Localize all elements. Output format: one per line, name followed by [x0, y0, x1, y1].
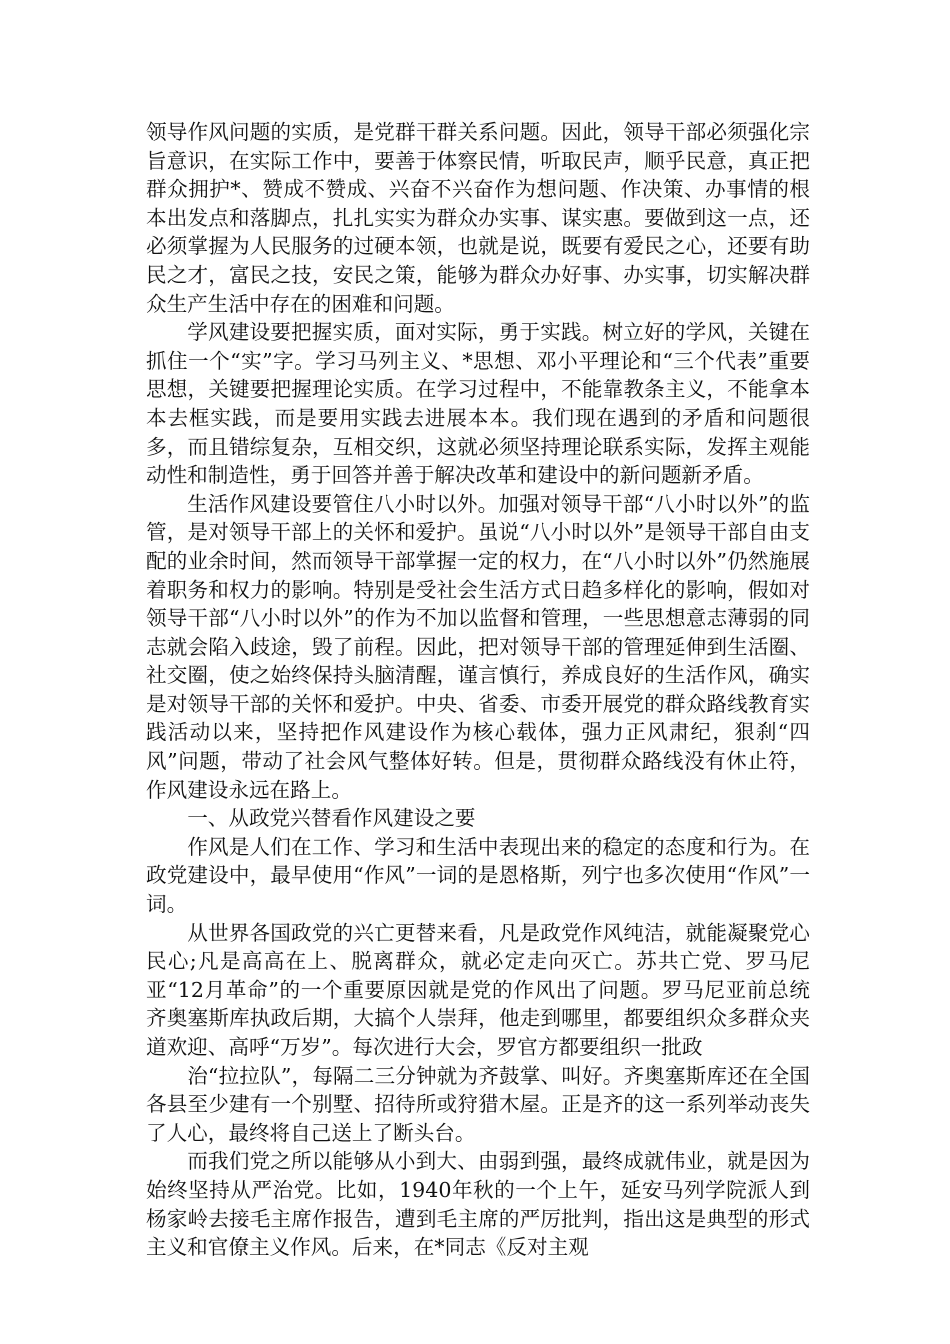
- paragraph-1: 领导作风问题的实质，是党群干群关系问题。因此，领导干部必须强化宗旨意识，在实际工作中，要善于体察民情，听取民声，顺乎民意，真正把群众拥护*、赞成不赞成、兴奋不兴奋作为想问题、作决策、办事情的根本出发点和落脚点，扎扎实实为群众办实事、谋实惠。要做到这一点，还必须掌握为人民服务的过硬本领，也就是说，既要有爱民之心，还要有助民之才，富民之技，安民之策，能够为群众办好事、办实事，切实解决群众生产生活中存在的困难和问题。: [146, 120, 810, 316]
- paragraph-8: 而我们党之所以能够从小到大、由弱到强，最终成就伟业，就是因为始终坚持从严治党。比如，1940年秋的一个上午，延安马列学院派人到杨家岭去接毛主席作报告，遭到毛主席的严厉批判，指出这是典型的形式主义和官僚主义作风。后来，在*同志《反对主观: [146, 1149, 810, 1260]
- paragraph-7: 治“拉拉队”，每隔二三分钟就为齐鼓掌、叫好。齐奥塞斯库还在全国各县至少建有一个别墅、招待所或狩猎木屋。正是齐的这一系列举动丧失了人心，最终将自己送上了断头台。: [146, 1063, 810, 1145]
- section-heading: 一、从政党兴替看作风建设之要: [187, 806, 476, 831]
- paragraph-3: 生活作风建设要管住八小时以外。加强对领导干部“八小时以外”的监管，是对领导干部上的关怀和爱护。虽说“八小时以外”是领导干部自由支配的业余时间，然而领导干部掌握一定的权力，在“八小时以外”仍然施展着职务和权力的影响。特别是受社会生活方式日趋多样化的影响，假如对领导干部“八小时以外”的作为不加以监督和管理，一些思想意志薄弱的同志就会陷入歧途，毁了前程。因此，把对领导干部的管理延伸到生活圈、社交圈，使之始终保持头脑清醒，谨言慎行，养成良好的生活作风，确实是对领导干部的关怀和爱护。中央、省委、市委开展党的群众路线教育实践活动以来，坚持把作风建设作为核心载体，强力正风肃纪，狠刹“四风”问题，带动了社会风气整体好转。但是，贯彻群众路线没有休止符，作风建设永远在路上。: [146, 491, 810, 802]
- document-page: [146, 118, 810, 1262]
- paragraph-6: 从世界各国政党的兴亡更替来看，凡是政党作风纯洁，就能凝聚党心民心;凡是高高在上、脱离群众，就必定走向灭亡。苏共亡党、罗马尼亚“12月革命”的一个重要原因就是党的作风出了问题。罗马尼亚前总统齐奥塞斯库执政后期，大搞个人崇拜，他走到哪里，都要组织众多群众夹道欢迎、高呼“万岁”。每次进行大会，罗官方都要组织一批政: [146, 920, 810, 1059]
- paragraph-2: 学风建设要把握实质，面对实际，勇于实践。树立好的学风，关键在抓住一个“实”字。学习马列主义、*思想、邓小平理论和“三个代表”重要思想，关键要把握理论实质。在学习过程中，不能靠教条主义，不能拿本本去框实践，而是要用实践去进展本本。我们现在遇到的矛盾和问题很多，而且错综复杂，互相交织，这就必须坚持理论联系实际，发挥主观能动性和制造性，勇于回答并善于解决改革和建设中的新问题新矛盾。: [146, 320, 810, 488]
- paragraph-5: 作风是人们在工作、学习和生活中表现出来的稳定的态度和行为。在政党建设中，最早使用“作风”一词的是恩格斯，列宁也多次使用“作风”一词。: [146, 834, 810, 917]
